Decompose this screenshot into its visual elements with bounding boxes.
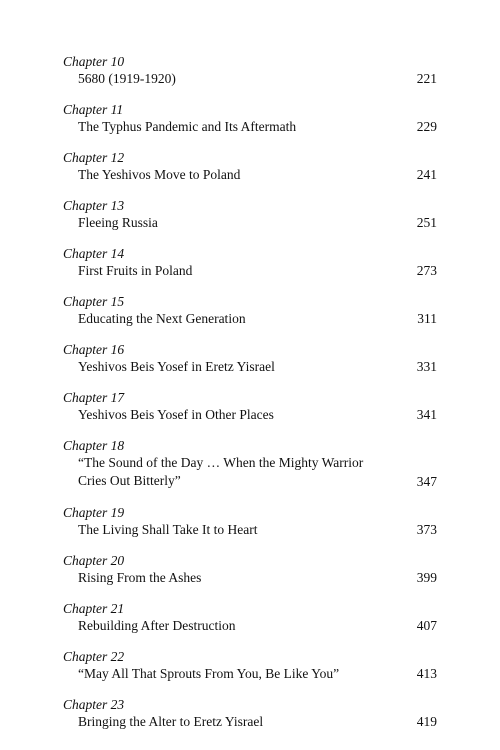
chapter-title: Rebuilding After Destruction xyxy=(78,618,236,633)
chapter-title: The Yeshivos Move to Poland xyxy=(78,167,241,182)
toc-entry-chapter-17 xyxy=(63,390,437,423)
chapter-title: “May All That Sprouts From You, Be Like You” xyxy=(78,666,340,681)
page-number: 311 xyxy=(417,311,437,326)
chapter-title-row xyxy=(63,454,437,490)
chapter-title: The Living Shall Take It to Heart xyxy=(78,522,258,537)
chapter-label: Chapter 16 xyxy=(63,342,125,357)
chapter-label: Chapter 19 xyxy=(63,505,125,520)
chapter-label: Chapter 13 xyxy=(63,198,125,213)
toc-entry-chapter-12 xyxy=(63,150,437,183)
toc-entry-chapter-16 xyxy=(63,342,437,375)
page-number: 399 xyxy=(416,570,437,585)
chapter-label: Chapter 17 xyxy=(63,390,125,405)
chapter-label: Chapter 21 xyxy=(63,601,125,616)
page-number: 331 xyxy=(416,359,437,374)
page-number: 373 xyxy=(416,522,437,537)
chapter-title-row xyxy=(63,262,437,279)
toc-entry-chapter-20 xyxy=(63,553,437,586)
chapter-title-row xyxy=(63,665,437,682)
chapter-title-row xyxy=(63,569,437,586)
chapter-title: Yeshivos Beis Yosef in Eretz Yisrael xyxy=(78,359,275,374)
chapter-title: Fleeing Russia xyxy=(78,215,158,230)
toc-entry-chapter-13 xyxy=(63,198,437,231)
chapter-label: Chapter 18 xyxy=(63,438,125,453)
page-number: 407 xyxy=(416,618,437,633)
chapter-title-row xyxy=(63,406,437,423)
chapter-label: Chapter 23 xyxy=(63,697,125,712)
chapter-label: Chapter 14 xyxy=(63,246,125,261)
chapter-label: Chapter 11 xyxy=(63,102,124,117)
chapter-label: Chapter 15 xyxy=(63,294,125,309)
toc-entry-chapter-23 xyxy=(63,697,437,730)
page-number: 251 xyxy=(416,215,437,230)
chapter-title-row xyxy=(63,70,437,87)
page-number: 419 xyxy=(416,714,437,729)
toc-entry-chapter-19 xyxy=(63,505,437,538)
chapter-title-row xyxy=(63,166,437,183)
toc-entry-chapter-15 xyxy=(63,294,437,327)
chapter-title: 5680 (1919-1920) xyxy=(78,71,176,86)
chapter-label: Chapter 10 xyxy=(63,54,125,69)
page-number: 341 xyxy=(416,407,437,422)
toc-entry-chapter-21 xyxy=(63,601,437,634)
chapter-title: “The Sound of the Day … When the Mighty Warrior Cries Out Bitterly” xyxy=(78,455,364,488)
chapter-title-row xyxy=(63,617,437,634)
chapter-title: Educating the Next Generation xyxy=(78,311,246,326)
chapter-title: Yeshivos Beis Yosef in Other Places xyxy=(78,407,274,422)
page-number: 221 xyxy=(416,71,437,86)
chapter-title-row xyxy=(63,358,437,375)
chapter-label: Chapter 12 xyxy=(63,150,125,165)
chapter-label: Chapter 22 xyxy=(63,649,125,664)
table-of-contents xyxy=(63,54,437,745)
chapter-title: First Fruits in Poland xyxy=(78,263,193,278)
chapter-title-row xyxy=(63,310,437,327)
page-number: 347 xyxy=(416,474,437,489)
page-number: 241 xyxy=(416,167,437,182)
page-number: 413 xyxy=(416,666,437,681)
page-number: 273 xyxy=(416,263,437,278)
toc-entry-chapter-18 xyxy=(63,438,437,490)
chapter-title: Bringing the Alter to Eretz Yisrael xyxy=(78,714,264,729)
page-number: 229 xyxy=(416,119,437,134)
toc-entry-chapter-11 xyxy=(63,102,437,135)
chapter-title: Rising From the Ashes xyxy=(78,570,202,585)
toc-entry-chapter-14 xyxy=(63,246,437,279)
chapter-title-row xyxy=(63,118,437,135)
toc-entry-chapter-10 xyxy=(63,54,437,87)
chapter-title-row xyxy=(63,713,437,730)
chapter-title: The Typhus Pandemic and Its Aftermath xyxy=(78,119,297,134)
toc-entry-chapter-22 xyxy=(63,649,437,682)
chapter-title-row xyxy=(63,521,437,538)
chapter-label: Chapter 20 xyxy=(63,553,125,568)
chapter-title-row xyxy=(63,214,437,231)
